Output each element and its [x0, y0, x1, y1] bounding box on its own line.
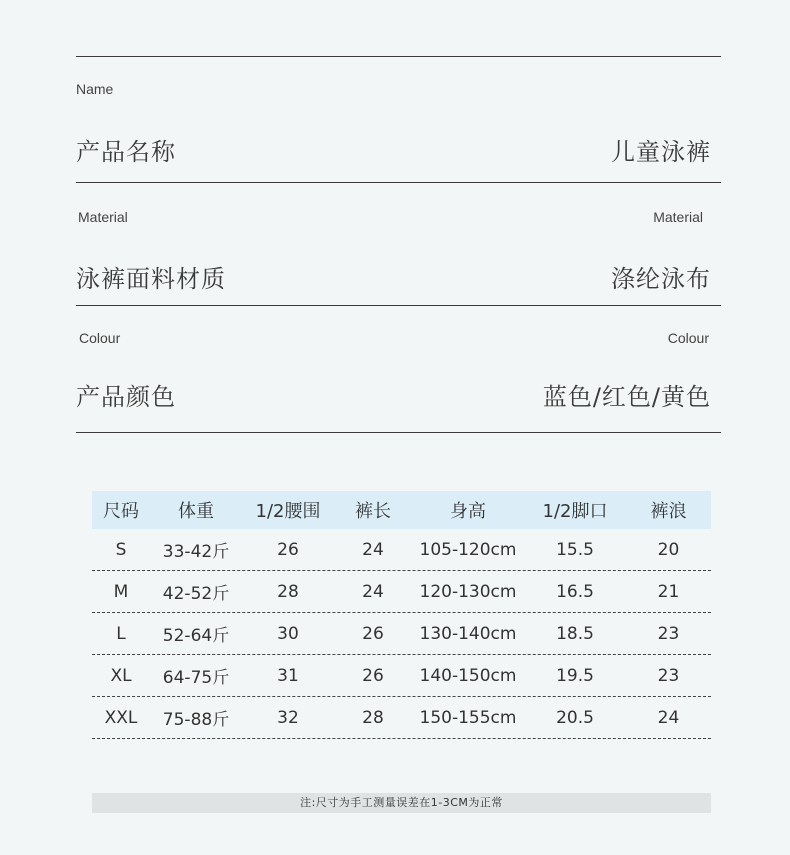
divider-colour — [76, 432, 721, 433]
cell-half-waist: 31 — [277, 665, 299, 686]
cell-size: M — [113, 581, 129, 602]
material-label-en-right: Material — [653, 209, 703, 225]
cell-half-leg-opening: 19.5 — [556, 665, 594, 686]
material-value: 涤纶泳布 — [611, 265, 711, 293]
cell-half-waist: 32 — [277, 707, 299, 728]
header-half-leg-opening: 1/2脚口 — [542, 501, 608, 522]
cell-half-leg-opening: 18.5 — [556, 623, 594, 644]
cell-length: 28 — [362, 707, 384, 728]
cell-size: S — [115, 539, 127, 560]
table-row — [92, 571, 711, 613]
cell-half-leg-opening: 16.5 — [556, 581, 594, 602]
cell-size: L — [116, 623, 126, 644]
table-row — [92, 613, 711, 655]
cell-weight: 52-64斤 — [162, 626, 230, 646]
cell-length: 26 — [362, 623, 384, 644]
cell-size: XL — [110, 665, 132, 686]
cell-height: 150-155cm — [419, 707, 517, 728]
name-label: 产品名称 — [76, 138, 176, 166]
colour-label: 产品颜色 — [76, 383, 176, 411]
cell-height: 120-130cm — [419, 581, 517, 602]
header-weight: 体重 — [178, 501, 214, 522]
size-table — [92, 491, 711, 739]
table-row — [92, 697, 711, 739]
cell-height: 140-150cm — [419, 665, 517, 686]
header-half-waist: 1/2腰围 — [255, 501, 321, 522]
cell-length: 24 — [362, 539, 384, 560]
table-row — [92, 529, 711, 571]
cell-rise: 20 — [657, 539, 680, 560]
cell-weight: 33-42斤 — [162, 542, 230, 562]
table-row — [92, 655, 711, 697]
cell-rise: 23 — [657, 623, 680, 644]
cell-rise: 21 — [657, 581, 680, 602]
cell-weight: 75-88斤 — [162, 710, 230, 730]
cell-weight: 42-52斤 — [162, 584, 230, 604]
cell-weight: 64-75斤 — [162, 668, 230, 688]
cell-length: 24 — [362, 581, 384, 602]
name-value: 儿童泳裤 — [611, 138, 711, 166]
cell-rise: 23 — [657, 665, 680, 686]
header-size: 尺码 — [103, 501, 139, 522]
header-rise: 裤浪 — [650, 501, 687, 522]
size-table-header — [92, 491, 711, 529]
cell-length: 26 — [362, 665, 384, 686]
cell-height: 130-140cm — [419, 623, 517, 644]
cell-half-leg-opening: 20.5 — [556, 707, 594, 728]
cell-half-leg-opening: 15.5 — [556, 539, 594, 560]
colour-value: 蓝色/红色/黄色 — [542, 383, 711, 411]
header-height: 身高 — [450, 501, 486, 522]
cell-half-waist: 30 — [277, 623, 299, 644]
divider-material — [76, 305, 721, 306]
name-label-en: Name — [76, 81, 114, 97]
colour-label-en-left: Colour — [79, 330, 121, 346]
cell-half-waist: 26 — [277, 539, 299, 560]
cell-size: XXL — [104, 707, 138, 728]
divider-top — [76, 56, 721, 57]
cell-half-waist: 28 — [277, 581, 299, 602]
cell-rise: 24 — [657, 707, 680, 728]
product-info — [76, 0, 721, 440]
cell-height: 105-120cm — [419, 539, 517, 560]
header-length: 裤长 — [355, 501, 391, 522]
divider-name — [76, 182, 721, 183]
material-label-en-left: Material — [78, 209, 128, 225]
material-label: 泳裤面料材质 — [76, 265, 226, 293]
measurement-note: 注:尺寸为手工测量误差在1-3CM为正常 — [92, 793, 711, 813]
colour-label-en-right: Colour — [667, 330, 709, 346]
